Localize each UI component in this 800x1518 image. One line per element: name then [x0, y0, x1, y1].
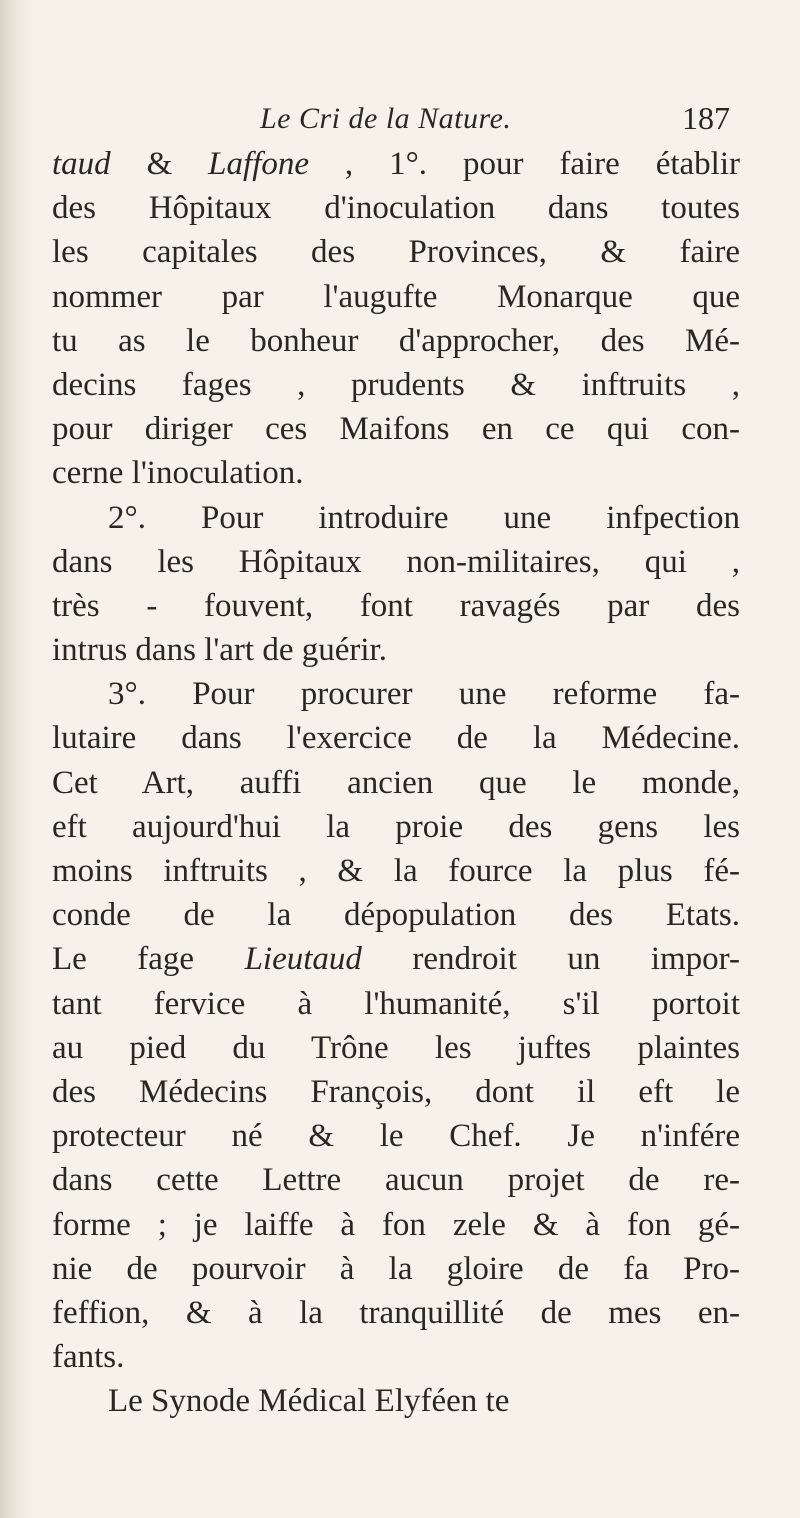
text-line: pour diriger ces Maifons en ce qui con- — [52, 411, 740, 448]
text-line: Le fage Lieutaud rendroit un impor- — [52, 941, 741, 978]
text-line: moins inftruits , & la fource la plus fé- — [52, 853, 740, 889]
name-laffone: Laffone — [208, 146, 310, 182]
text-line: cerne l'inoculation. — [52, 455, 304, 492]
running-title: Le Cri de la Nature. — [260, 102, 512, 135]
text-line: Cet Art, auffi ancien que le monde, — [52, 764, 740, 801]
text-line: dans les Hôpitaux non-militaires, qui , — [52, 543, 740, 580]
text-line: fants. — [52, 1339, 125, 1376]
name-fragment: taud — [52, 146, 111, 182]
body-text — [52, 142, 740, 1423]
text-line: des Hôpitaux d'inoculation dans toutes — [52, 190, 740, 227]
text-line: forme ; je laiffe à fon zele & à fon gé- — [52, 1206, 740, 1243]
text-line: très - fouvent, font ravagés par des — [52, 587, 740, 624]
text-line: intrus dans l'art de guérir. — [52, 632, 387, 669]
text-line: les capitales des Provinces, & faire — [52, 234, 740, 271]
page-number: 187 — [682, 100, 730, 136]
text-line: taud & Laffone , 1°. pour faire établir — [52, 146, 740, 182]
text-line: protecteur né & le Chef. Je n'infére — [52, 1118, 740, 1155]
page-header — [260, 98, 730, 144]
text-line: tu as le bonheur d'approcher, des Mé- — [52, 322, 740, 359]
text-line: tant fervice à l'humanité, s'il portoit — [52, 985, 740, 1022]
text-line: feffion, & à la tranquillité de mes en- — [52, 1294, 740, 1331]
text-line: Le Synode Médical Elyféen te — [108, 1383, 510, 1420]
text-line: 3°. Pour procurer une reforme fa- — [108, 676, 740, 713]
text-line: au pied du Trône les juftes plaintes — [52, 1029, 740, 1066]
text-line: nommer par l'augufte Monarque que — [52, 278, 740, 315]
name-lieutaud: Lieutaud — [244, 941, 362, 978]
text-line: dans cette Lettre aucun projet de re- — [52, 1162, 740, 1199]
text-line: 2°. Pour introduire une infpection — [108, 499, 740, 536]
text-line: conde de la dépopulation des Etats. — [52, 897, 740, 934]
text-line: nie de pourvoir à la gloire de fa Pro- — [52, 1250, 740, 1287]
text-line: eft aujourd'hui la proie des gens les — [52, 808, 740, 845]
text-line: lutaire dans l'exercice de la Médecine. — [52, 720, 740, 757]
text-line: decins fages , prudents & inftruits , — [52, 366, 740, 403]
text-line: des Médecins François, dont il eft le — [52, 1073, 740, 1110]
